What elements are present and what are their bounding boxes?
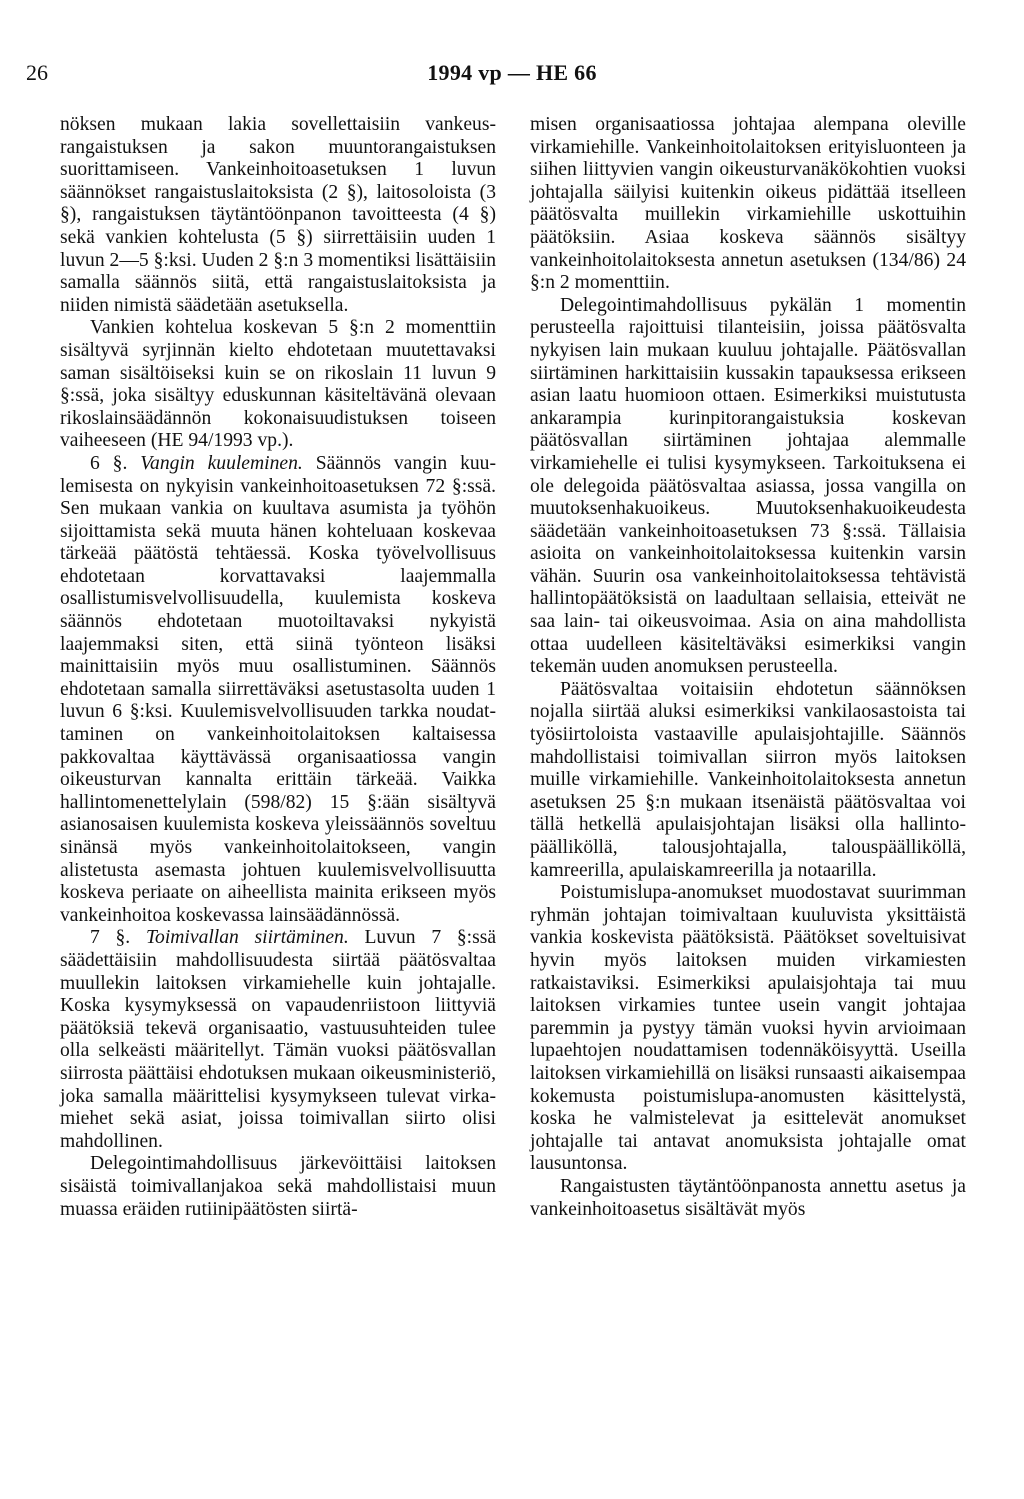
paragraph xyxy=(60,453,496,927)
section-number: 7 §. xyxy=(90,927,131,949)
paragraph: Delegointimahdollisuus pykälän 1 momentin perusteella rajoittuisi tilanteisiin, joissa päätösvalta nykyisen lain mukaan kuuluu johtajalle. Päätösvallan siirtäminen harkittaisiin kussakin tapauksessa erikseen asian laatu huomioon ottaen. Esimerkiksi muistutusta ankarampia kurinpitorangaistuksia koskevan päätösvallan siirtäminen johtajaa alemmalle virkamiehelle ei tulisi kysymykseen. Tarkoituksena ei ole delegoida päätösvaltaa asiassa, jossa vangilla on muutoksenhakuoikeus. Muutoksenhakuoikeudesta säädetään vankeinhoitoasetuksen 73 §:ssä. Tällaisia asioita on vankeinhoitolaitoksessa kuitenkin varsin vähän. Suurin osa vankeinhoitolaitoksessa tehtävistä hallintopäätöksistä on laadultaan sellaisia, etteivät ne saa lain- tai oikeusvoimaa. Asia on aina mahdollista ottaa uudelleen käsiteltäväksi esimerkiksi vangin tekemän uuden anomuksen perusteella. xyxy=(530,294,966,678)
paragraph xyxy=(60,927,496,1153)
paragraph: Vankien kohtelua koskevan 5 §:n 2 momenttiin sisältyvä syrjinnän kielto ehdotetaan muutettavaksi saman sisältöiseksi kuin se on rikoslain 11 luvun 9 §:ssä, joka sisältyy eduskunnan käsiteltävänä olevaan rikoslainsäädännön kokonaisuudistuksen toiseen vaiheeseen (HE 94/1993 vp.). xyxy=(60,317,496,452)
section-title: Toimivallan siirtäminen. xyxy=(145,927,349,949)
paragraph-text: Luvun 7 §:ssä säädettäisiin mahdollisuudesta siirtää päätösvaltaa muullekin laitoksen virkamiehelle kuin johtajalle. Koska kysymyksessä on vapaudenriistoon liittyviä päätöksiä tekevä organisaatio, vastuusuhteiden tulee olla selkeästi määritellyt. Tämän vuoksi päätösvallan siirrosta päättäisi ehdotuksen mukaan oikeusministeriö, joka samalla määrittelisi kysymykseen tulevat virkamiehet sekä asiat, joissa toimivallan siirto olisi mahdollinen. xyxy=(60,927,497,1152)
paragraph: nöksen mukaan lakia sovellettaisiin vankeusrangaistuksen ja sakon muuntorangaistuksen suorittamiseen. Vankeinhoitoasetuksen 1 luvun säännökset rangaistuslaitoksista (2 §), laitosoloista (3 §), rangaistuksen täytäntöönpanon tavoitteesta (4 §) sekä vankien kohtelusta (5 §) siirrettäisiin uuden 1 luvun 2—5 §:ksi. Uuden 2 §:n 3 momentiksi lisättäisiin samalla säännös siitä, että rangaistuslaitoksista ja niiden nimistä säädetään asetuksella. xyxy=(60,114,496,316)
paragraph: Päätösvaltaa voitaisiin ehdotetun säännöksen nojalla siirtää aluksi esimerkiksi vankilaosastoista tai työsiirtoloista vastaaville apulaisjohtajille. Säännös mahdollistaisi toimivallan siirron myös laitoksen muille virkamiehille. Vankeinhoitolaitoksesta annetun asetuksen 25 §:n mukaan itsenäistä päätösvaltaa voi tällä hetkellä apulaisjohtajan lisäksi olla hallintopäälliköllä, talousjohtajalla, talouspäälliköllä, kamreerilla, apulaiskamreerilla ja notaarilla. xyxy=(530,678,966,881)
right-column xyxy=(530,114,966,1221)
page-header xyxy=(0,60,1024,90)
left-column xyxy=(60,114,496,1221)
page-number: 26 xyxy=(26,60,48,85)
paragraph: Rangaistusten täytäntöönpanosta annettu asetus ja vankeinhoitoasetus sisältävät myös xyxy=(530,1175,966,1220)
running-head: 1994 vp — HE 66 xyxy=(427,60,597,85)
paragraph: misen organisaatiossa johtajaa alempana oleville virkamiehille. Vankeinhoitolaitoksen erityisluonteen ja siihen liittyvien vangin oikeusturvanäkökohtien vuoksi johtajalla säilyisi kuitenkin oikeus pidättää itselleen päätösvalta muillekin virkamiehille uskottuihin päätöksiin. Asiaa koskeva säännös sisältyy vankeinhoitolaitoksesta annetun asetuksen (134/86) 24 §:n 2 momenttiin. xyxy=(530,114,966,294)
paragraph: Poistumislupa-anomukset muodostavat suurimman ryhmän johtajan toimivaltaan kuuluvista yksittäistä vankia koskevista päätöksistä. Päätökset soveltuisivat hyvin myös laitoksen muiden virkamiesten ratkaistaviksi. Esimerkiksi apulaisjohtaja tai muu laitoksen virkamies tuntee usein vangit johtajaa paremmin ja pystyy tämän vuoksi hyvin arvioimaan lupaehtojen noudattamisen todennäköisyyttä. Useilla laitoksen virkamiehillä on lisäksi runsaasti aikaisempaa kokemusta poistumislupa-anomusten käsittelystä, koska he valmistelevat ja esittelevät anomukset johtajalle tai antavat anomuksista johtajalle omat lausuntonsa. xyxy=(530,882,966,1175)
section-number: 6 §. xyxy=(90,452,128,474)
section-title: Vangin kuuleminen. xyxy=(140,452,303,474)
paragraph: Delegointimahdollisuus järkevöittäisi laitoksen sisäistä toimivallanjakoa sekä mahdollistaisi muun muassa eräiden rutiinipäätösten siirtä- xyxy=(60,1153,496,1220)
paragraph-text: Säännös vangin kuulemisesta on nykyisin vankeinhoitoasetuksen 72 §:ssä. Sen mukaan vankia on kuultava asumista ja työhön sijoittamista sekä muuta hänen kohteluaan koskevaa tärkeää päätöstä tehtäessä. Koska työvelvollisuus ehdotetaan korvattavaksi laajemmalla osallistumisvelvollisuudella, kuulemista koskeva säännös ehdotetaan muotoiltavaksi nykyistä laajemmaksi siten, että siinä työnteon lisäksi mainittaisiin myös muu osallistuminen. Säännös ehdotetaan samalla siirrettäväksi asetustasolta uuden 1 luvun 6 §:ksi. Kuulemisvelvollisuuden tarkka noudattaminen on vankeinhoitolaitoksen kaltaisessa pakkovaltaa käyttävässä organisaatiossa vangin oikeusturvan kannalta erittäin tärkeää. Vaikka hallintomenettelylain (598/82) 15 §:ään sisältyvä asianosaisen kuulemista koskeva yleissäännös soveltuu sinänsä myös vankeinhoitolaitokseen, vangin alistetusta asemasta johtuen kuulemisvelvollisuutta koskeva periaate on aiheellista mainita erikseen myös vankeinhoitoa koskevassa lainsäädännössä. xyxy=(60,452,497,926)
